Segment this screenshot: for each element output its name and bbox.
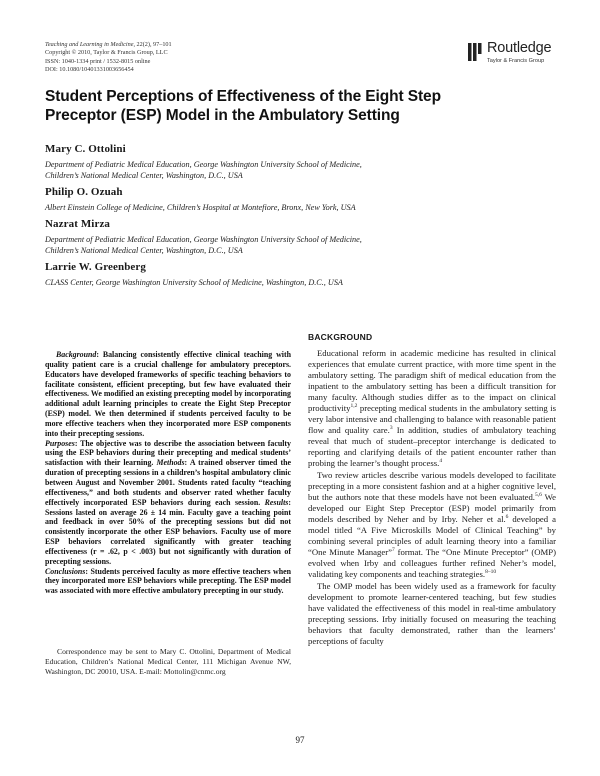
- body-paragraph: The OMP model has been widely used as a framework for faculty development to promote learner-centered teaching, but few studies have validated the effectiveness of this model in real-time ambulatory precepting sessions. Irby initially focused on measuring the teaching behaviors that faculty demonstrated, rather than the learners’ perceptions of faculty: [308, 581, 556, 646]
- publisher-subtitle: Taylor & Francis Group: [487, 58, 545, 64]
- abstract-text: : A trained observer timed the duration of precepting sessions in a children’s hospital ambulatory clinic between August and November 2001. Students rated faculty “teaching effectiveness,” and both students and observer rated whether faculty effectively incorporated ESP behaviors during each session.: [45, 458, 291, 507]
- abstract-label-conclusions: Conclusions: [45, 566, 86, 576]
- abstract-paragraph: [45, 350, 291, 439]
- author-name: Nazrat Mirza: [45, 218, 111, 230]
- body-text: In addition, studies of ambulatory teaching reveal that much of student–preceptor interchange is dedicated to reporting and clarifying details of the patient encounter rather than probing the learner’s thought process.: [308, 425, 556, 468]
- journal-issue: , 22(2), 97–101: [133, 41, 172, 48]
- author-block: [45, 218, 565, 256]
- author-name: Mary C. Ottolini: [45, 143, 126, 155]
- body-column: [308, 332, 556, 648]
- body-text: precepting medical students in the ambulatory setting is very labor intensive and challenging to balance with reasonable patient flow and quality care.: [308, 403, 556, 435]
- body-paragraph: [308, 348, 556, 469]
- abstract-paragraph: [45, 567, 291, 597]
- citation-ref: 4: [439, 458, 443, 465]
- author-affiliation-line: CLASS Center, George Washington University School of Medicine, Washington, D.C., USA: [45, 278, 343, 287]
- citation-ref: 8–10: [485, 569, 497, 576]
- abstract-text: : Sessions lasted on average 26 ± 14 min. Faculty gave a teaching point and feedback in over 50% of the precepting sessions but did not consistently incorporate the other ESP behaviors. Faculty use of more ESP behaviors correlated significantly with greater teaching effectiveness (r = .62, p < .003) but not significantly with duration of precepting sessions.: [45, 497, 291, 566]
- body-paragraph: [308, 470, 556, 580]
- abstract-label-purposes: Purposes: [45, 438, 75, 448]
- section-heading: BACKGROUND: [308, 332, 373, 342]
- body-text: format. The “One Minute Preceptor” (OMP) evolved when Irby and colleagues further refined Neher’s model, validating key components and teaching strategies.: [308, 547, 556, 579]
- body-text: We developed our Eight Step Preceptor (ESP) model primarily from models described by Neher and by Irby. Neher et al.: [308, 492, 557, 524]
- abstract: [45, 350, 291, 596]
- abstract-label-methods: Methods: [156, 458, 185, 468]
- correspondence-note: Correspondence may be sent to Mary C. Ottolini, Department of Medical Education, Children’s National Medical Center, 111 Michigan Avenue NW, Washington, DC 20010, USA. E-mail: Mottolin@cnmc.org: [45, 647, 291, 677]
- body-text: developed a model titled “A Five Microskills Model of Clinical Teaching” by combining several principles of adult learning theory into a familiar “One Minute Manager”: [308, 514, 556, 557]
- author-affiliation-line: Department of Pediatric Medical Education, George Washington University School of Medicine,: [45, 235, 362, 244]
- body-text: Two review articles describe various models developed to facilitate precepting in a more consistent fashion and at a higher cognitive level, but the authors note that these models have not been evaluated.: [308, 470, 556, 502]
- doi-line: DOI: 10.1080/10401331003656454: [45, 65, 134, 73]
- citation-ref: 1,2: [350, 403, 358, 410]
- author-block: [45, 186, 565, 213]
- publisher-logo: [468, 42, 568, 72]
- publisher-name: Routledge: [487, 40, 552, 56]
- author-name: Philip O. Ozuah: [45, 186, 123, 198]
- copyright-line: Copyright © 2010, Taylor & Francis Group, LLC: [45, 49, 168, 57]
- citation-ref: 3: [389, 425, 393, 432]
- journal-citation: [45, 41, 172, 74]
- author-affiliation-line: Children’s National Medical Center, Washington, D.C., USA: [45, 171, 243, 180]
- author-list: [45, 143, 565, 293]
- abstract-text: : Students perceived faculty as more effective teachers when they incorporated more ESP behaviors while precepting. The ESP model was associated with more effective ambulatory precepting in our study.: [45, 566, 291, 596]
- citation-ref: 6: [505, 514, 509, 521]
- author-block: [45, 143, 565, 181]
- abstract-paragraph: [45, 439, 291, 567]
- citation-ref: 5,6: [534, 492, 542, 499]
- author-block: [45, 261, 565, 288]
- article-title: Student Perceptions of Effectiveness of the Eight Step Preceptor (ESP) Model in the Ambulatory Setting: [45, 88, 441, 124]
- body-text: Educational reform in academic medicine has resulted in clinical experiences that emulate current practice, with more time spent in the ambulatory setting. The paradigm shift of medical education from the inpatient to the ambulatory setting has been a difficult transition for many faculty. Although studies differ as to the impact on clinical productivity: [308, 348, 556, 413]
- abstract-label-results: Results: [264, 497, 289, 507]
- citation-ref: 7: [391, 547, 395, 554]
- abstract-label-background: Background: [56, 350, 97, 359]
- author-affiliation-line: Department of Pediatric Medical Education, George Washington University School of Medicine,: [45, 160, 362, 169]
- author-affiliation-line: Children’s National Medical Center, Washington, D.C., USA: [45, 246, 243, 255]
- routledge-mark-icon: [468, 43, 482, 61]
- abstract-text: : Balancing consistently effective clinical teaching with quality patient care is a crucial challenge for ambulatory preceptors. Educators have developed frameworks of specific teaching behaviors to facilitate consistent, efficient precepting, but few have evaluated their effectiveness. We modified an existing precepting model by incorporating additional adult learning principles to create the Eight Step Preceptor (ESP) model. We then determined if students perceived faculty to be more effective teachers when they incorporated more ESP components into their precepting sessions.: [45, 350, 291, 438]
- author-affiliation-line: Albert Einstein College of Medicine, Children’s Hospital at Montefiore, Bronx, New York, USA: [45, 203, 356, 212]
- abstract-text: : The objective was to describe the association between faculty using the ESP behaviors during their precepting and medical students’ satisfaction with their learning.: [45, 438, 291, 468]
- journal-name: Teaching and Learning in Medicine: [45, 41, 134, 48]
- issn-line: ISSN: 1040-1334 print / 1532-8015 online: [45, 57, 151, 65]
- author-name: Larrie W. Greenberg: [45, 261, 146, 273]
- page-number: 97: [295, 735, 305, 745]
